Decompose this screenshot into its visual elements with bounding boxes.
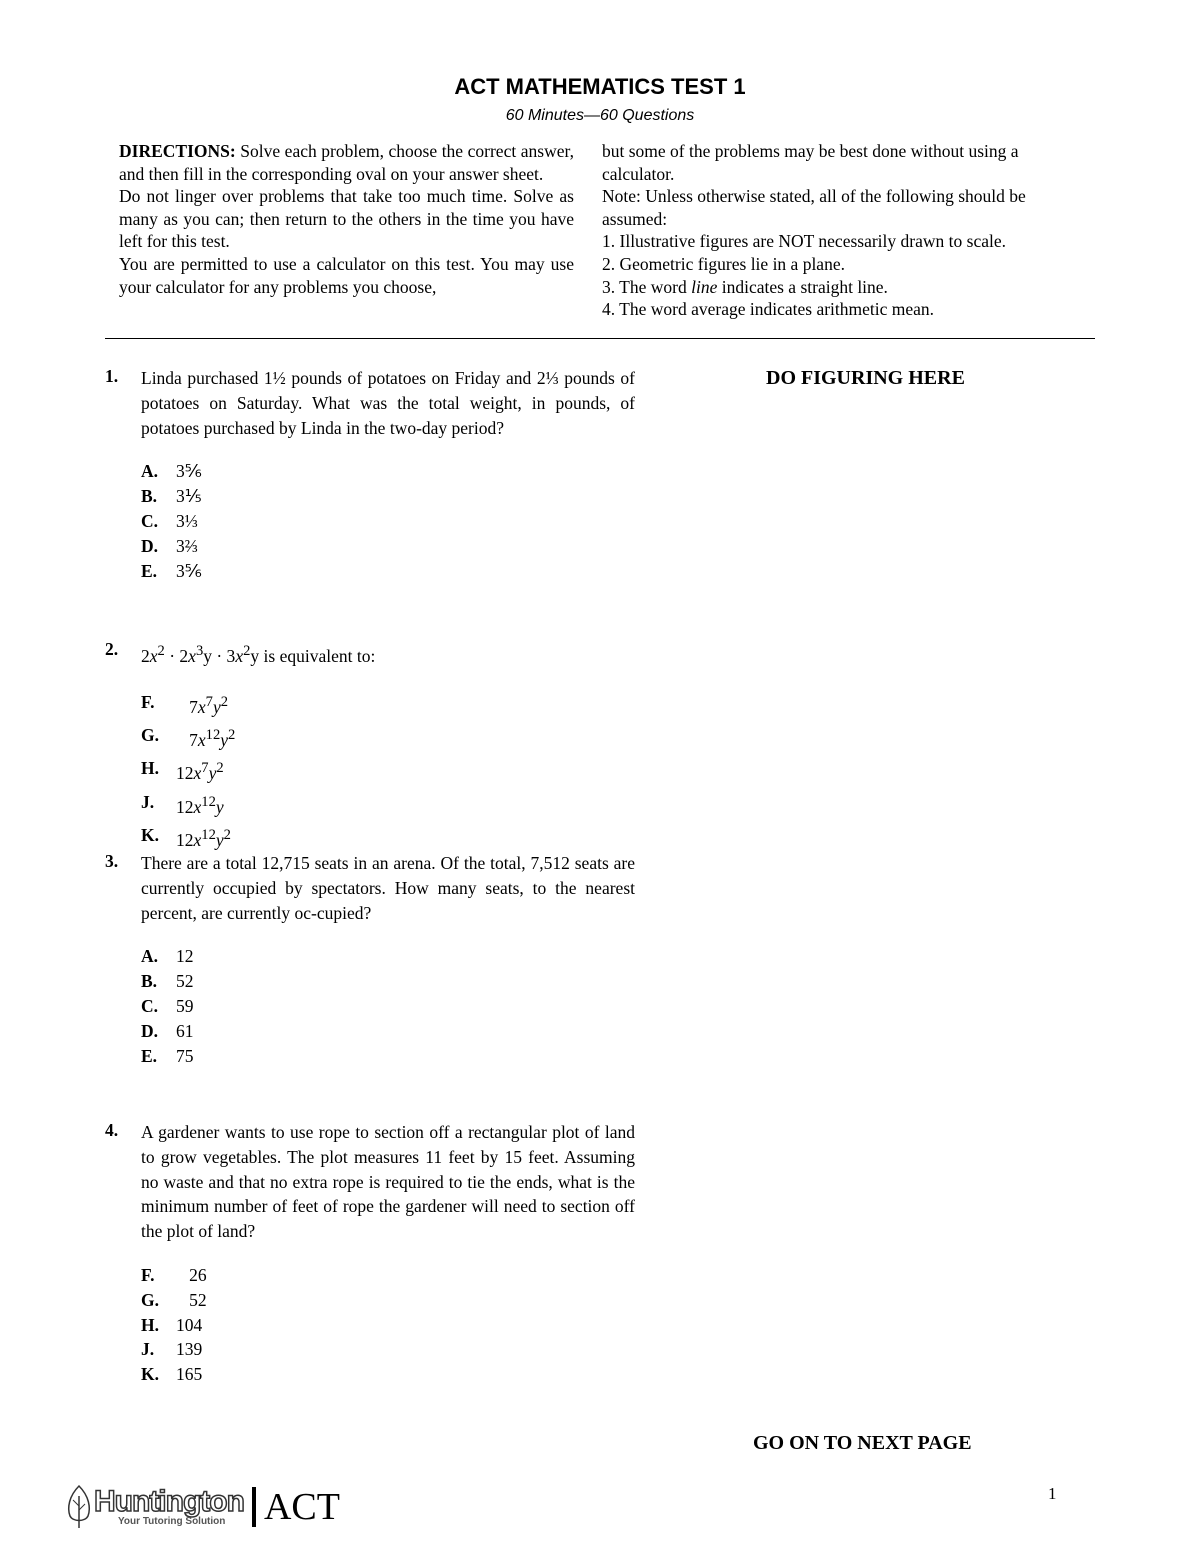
- question-number: 1.: [105, 366, 119, 386]
- answer-choices: [141, 688, 635, 855]
- section-divider: [105, 338, 1095, 339]
- answer-choice-e[interactable]: [141, 1044, 635, 1069]
- stem-part: 2: [141, 645, 150, 666]
- choice-text: $12x^{12}y^2$: [176, 826, 231, 850]
- question-2: [105, 639, 635, 854]
- directions-right-column: [602, 140, 1072, 321]
- choice-letter: C.: [141, 510, 159, 531]
- choice-text: 61: [176, 1020, 194, 1041]
- choice-text: 59: [176, 995, 194, 1016]
- directions-paragraph: Do not linger over problems that take too much time. Solve as many as you can; then return to the others in the time you have left for this test.: [119, 186, 574, 252]
- answer-choice-k[interactable]: [141, 1362, 635, 1387]
- choice-text: 52: [176, 1289, 207, 1310]
- directions-paragraph: but some of the problems may be best done without using a calculator.: [602, 141, 1019, 184]
- answer-choice-g[interactable]: [141, 721, 635, 754]
- answer-choices: [141, 1263, 635, 1387]
- answer-choice-f[interactable]: [141, 688, 635, 721]
- choice-text: 104: [176, 1314, 203, 1335]
- stem-part: · 2: [164, 645, 189, 666]
- logo-tagline: Your Tutoring Solution: [118, 1516, 226, 1527]
- choice-letter: C.: [141, 995, 159, 1016]
- directions-note-item: 1. Illustrative figures are NOT necessarily drawn to scale.: [602, 231, 1006, 252]
- answer-choice-g[interactable]: [141, 1288, 635, 1313]
- directions-text: Solve each problem, choose the correct answer, and then fill in the corresponding oval on your answer sheet.: [119, 141, 574, 184]
- directions-note-item: 2. Geometric figures lie in a plane.: [602, 253, 845, 274]
- choice-text: 12: [176, 946, 194, 967]
- answer-choice-f[interactable]: [141, 1263, 635, 1288]
- stem-variable: x: [235, 645, 244, 666]
- answer-choice-j[interactable]: [141, 788, 635, 821]
- logo-wordmark: [94, 1487, 244, 1527]
- question-number: 2.: [105, 639, 119, 659]
- choice-letter: H.: [141, 1314, 159, 1335]
- answer-choice-e[interactable]: [141, 559, 635, 584]
- choice-letter: K.: [141, 824, 159, 845]
- choice-letter: G.: [141, 1289, 159, 1310]
- question-number: 4.: [105, 1120, 119, 1140]
- note-italic-word: line: [691, 276, 718, 297]
- choice-letter: K.: [141, 1364, 159, 1385]
- answer-choice-h[interactable]: [141, 1313, 635, 1338]
- question-number: 3.: [105, 851, 119, 871]
- choice-letter: J.: [141, 791, 155, 812]
- choice-text: 3⅓: [176, 510, 198, 531]
- choice-letter: B.: [141, 971, 158, 992]
- answer-choice-h[interactable]: [141, 754, 635, 787]
- answer-choice-k[interactable]: [141, 821, 635, 854]
- logo-separator: [252, 1487, 256, 1527]
- answer-choice-c[interactable]: [141, 994, 635, 1019]
- stem-variable: x: [188, 645, 196, 666]
- page-number: 1: [1048, 1484, 1057, 1503]
- directions-label: DIRECTIONS:: [119, 141, 236, 161]
- directions-note: Note: Unless otherwise stated, all of the following should be assumed:: [602, 186, 1026, 229]
- directions-note-item: 4. The word average indicates arithmetic mean.: [602, 299, 935, 320]
- question-stem: There are a total 12,715 seats in an arena. Of the total, 7,512 seats are currently occupied by spectators. How many seats, to the nearest percent, are currently oc-cupied?: [141, 853, 635, 923]
- question-stem: [141, 639, 635, 669]
- note-text: 3. The word: [602, 276, 692, 297]
- do-figuring-here-label: DO FIGURING HERE: [766, 367, 965, 389]
- directions-left-column: [119, 140, 574, 298]
- directions-paragraph: [119, 140, 574, 185]
- choice-text: $12x^7y^2$: [176, 760, 224, 784]
- stem-exponent: 2: [243, 643, 251, 659]
- tree-icon: [64, 1484, 94, 1530]
- choice-letter: E.: [141, 1045, 158, 1066]
- answer-choice-a[interactable]: [141, 944, 635, 969]
- answer-choices: [141, 944, 635, 1068]
- choice-letter: A.: [141, 461, 159, 482]
- choice-letter: D.: [141, 535, 159, 556]
- answer-choices: [141, 459, 635, 583]
- answer-choice-d[interactable]: [141, 534, 635, 559]
- choice-letter: F.: [141, 1264, 155, 1285]
- logo-act: ACT: [263, 1486, 340, 1528]
- choice-text: 3⅚: [176, 560, 202, 581]
- choice-text: 52: [176, 971, 194, 992]
- stem-part: y · 3: [203, 645, 236, 666]
- choice-text: 3⅔: [176, 535, 198, 556]
- choice-letter: J.: [141, 1339, 155, 1360]
- answer-choice-c[interactable]: [141, 509, 635, 534]
- answer-choice-b[interactable]: [141, 484, 635, 509]
- stem-exponent: 2: [157, 643, 165, 659]
- choice-text: $7x^{12}y^2$: [176, 726, 236, 750]
- choice-text: 3⅕: [176, 486, 202, 507]
- answer-choice-d[interactable]: [141, 1019, 635, 1044]
- directions-paragraph: You are permitted to use a calculator on this test. You may use your calculator for any problems you choose,: [119, 253, 574, 297]
- choice-letter: B.: [141, 486, 158, 507]
- choice-letter: E.: [141, 560, 158, 581]
- choice-letter: F.: [141, 691, 155, 712]
- stem-part: y is equivalent to:: [250, 645, 376, 666]
- test-title: ACT MATHEMATICS TEST 1: [454, 74, 746, 99]
- question-1: [105, 366, 635, 583]
- go-on-next-page-label: GO ON TO NEXT PAGE: [753, 1432, 972, 1454]
- choice-text: $12x^{12}y$: [176, 793, 224, 817]
- choice-text: 26: [176, 1264, 207, 1285]
- choice-text: $7x^7y^2$: [176, 693, 229, 717]
- question-stem: Linda purchased 1½ pounds of potatoes on Friday and 2⅓ pounds of potatoes on Saturday. What was the total weight, in pounds, of potatoes purchased by Linda in the two-day period?: [141, 368, 635, 438]
- choice-letter: D.: [141, 1020, 159, 1041]
- choice-text: 139: [176, 1339, 203, 1360]
- choice-letter: G.: [141, 724, 159, 745]
- answer-choice-b[interactable]: [141, 969, 635, 994]
- test-subtitle: 60 Minutes—60 Questions: [505, 107, 695, 124]
- choice-text: 3⅚: [176, 461, 202, 482]
- directions-note-item: [602, 276, 1072, 299]
- stem-variable: x: [149, 645, 158, 666]
- choice-text: 75: [176, 1045, 194, 1066]
- choice-text: 165: [176, 1364, 203, 1385]
- choice-letter: H.: [141, 758, 159, 779]
- question-4: [105, 1120, 635, 1387]
- answer-choice-j[interactable]: [141, 1337, 635, 1362]
- note-text: indicates a straight line.: [717, 276, 888, 297]
- question-3: [105, 851, 635, 1068]
- answer-choice-a[interactable]: [141, 459, 635, 484]
- question-stem: A gardener wants to use rope to section off a rectangular plot of land to grow vegetables. The plot measures 11 feet by 15 feet. Assuming no waste and that no extra rope is required to tie the ends, what is the minimum number of feet of rope the gardener will need to section off the plot of land?: [141, 1122, 635, 1242]
- stem-exponent: 3: [195, 643, 204, 659]
- huntington-act-logo: [64, 1482, 340, 1532]
- logo-word: Huntington: [94, 1485, 244, 1518]
- choice-letter: A.: [141, 946, 159, 967]
